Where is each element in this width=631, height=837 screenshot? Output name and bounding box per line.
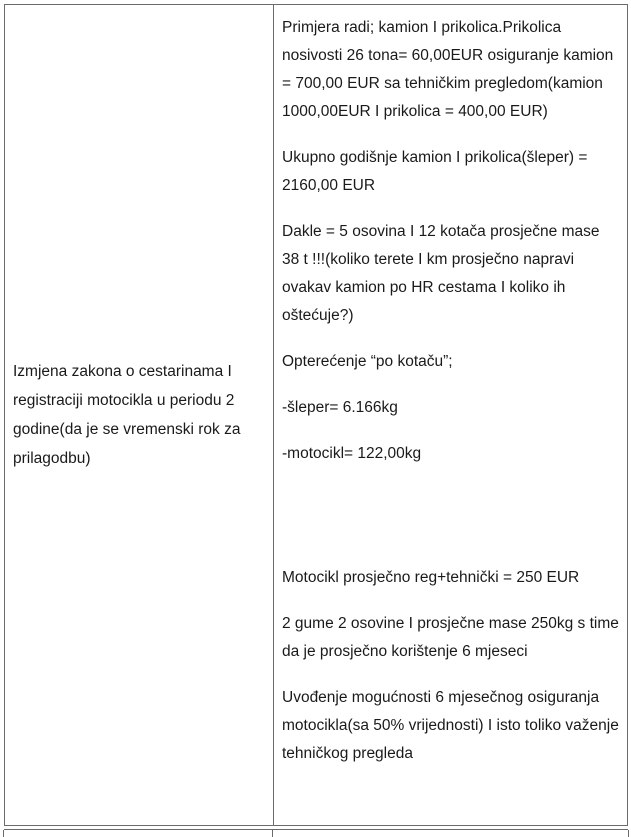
paragraph-axles: Dakle = 5 osovina I 12 kotača prosječne mase 38 t !!!(koliko terete I km prosječno napravi ovakav kamion po HR cestama I koliko ih oštećuje?)	[282, 223, 600, 324]
paragraph-load-per-wheel: Opterećenje “po kotaču”;	[282, 353, 453, 370]
paragraph-motorcycle-load: -motocikl= 122,00kg	[282, 445, 422, 462]
paragraph-motorcycle-cost: Motocikl prosječno reg+tehnički = 250 EUR	[282, 569, 580, 586]
paragraph-truck-load: -šleper= 6.166kg	[282, 399, 398, 416]
content-table	[4, 4, 628, 826]
table-cell-right	[274, 5, 627, 825]
next-row-border	[4, 829, 628, 836]
table-cell-left	[5, 5, 274, 825]
paragraph-insurance-proposal: Uvođenje mogućnosti 6 mjesečnog osiguranja motocikla(sa 50% vrijednosti) I isto toliko važenje tehničkog pregleda	[282, 689, 619, 762]
paragraph-yearly-total: Ukupno godišnje kamion I prikolica(šleper) = 2160,00 EUR	[282, 149, 588, 194]
proposal-title: Izmjena zakona o cestarinama I registraciji motocikla u periodu 2 godine(da je se vremenski rok za prilagodbu)	[13, 363, 241, 467]
paragraph-tires-axles: 2 gume 2 osovine I prosječne mase 250kg s time da je prosječno korištenje 6 mjeseci	[282, 615, 619, 660]
paragraph-example: Primjera radi; kamion I prikolica.Prikolica nosivosti 26 tona= 60,00EUR osiguranje kamion = 700,00 EUR sa tehničkim pregledom(kamion 1000,00EUR I prikolica = 400,00 EUR)	[282, 19, 614, 120]
